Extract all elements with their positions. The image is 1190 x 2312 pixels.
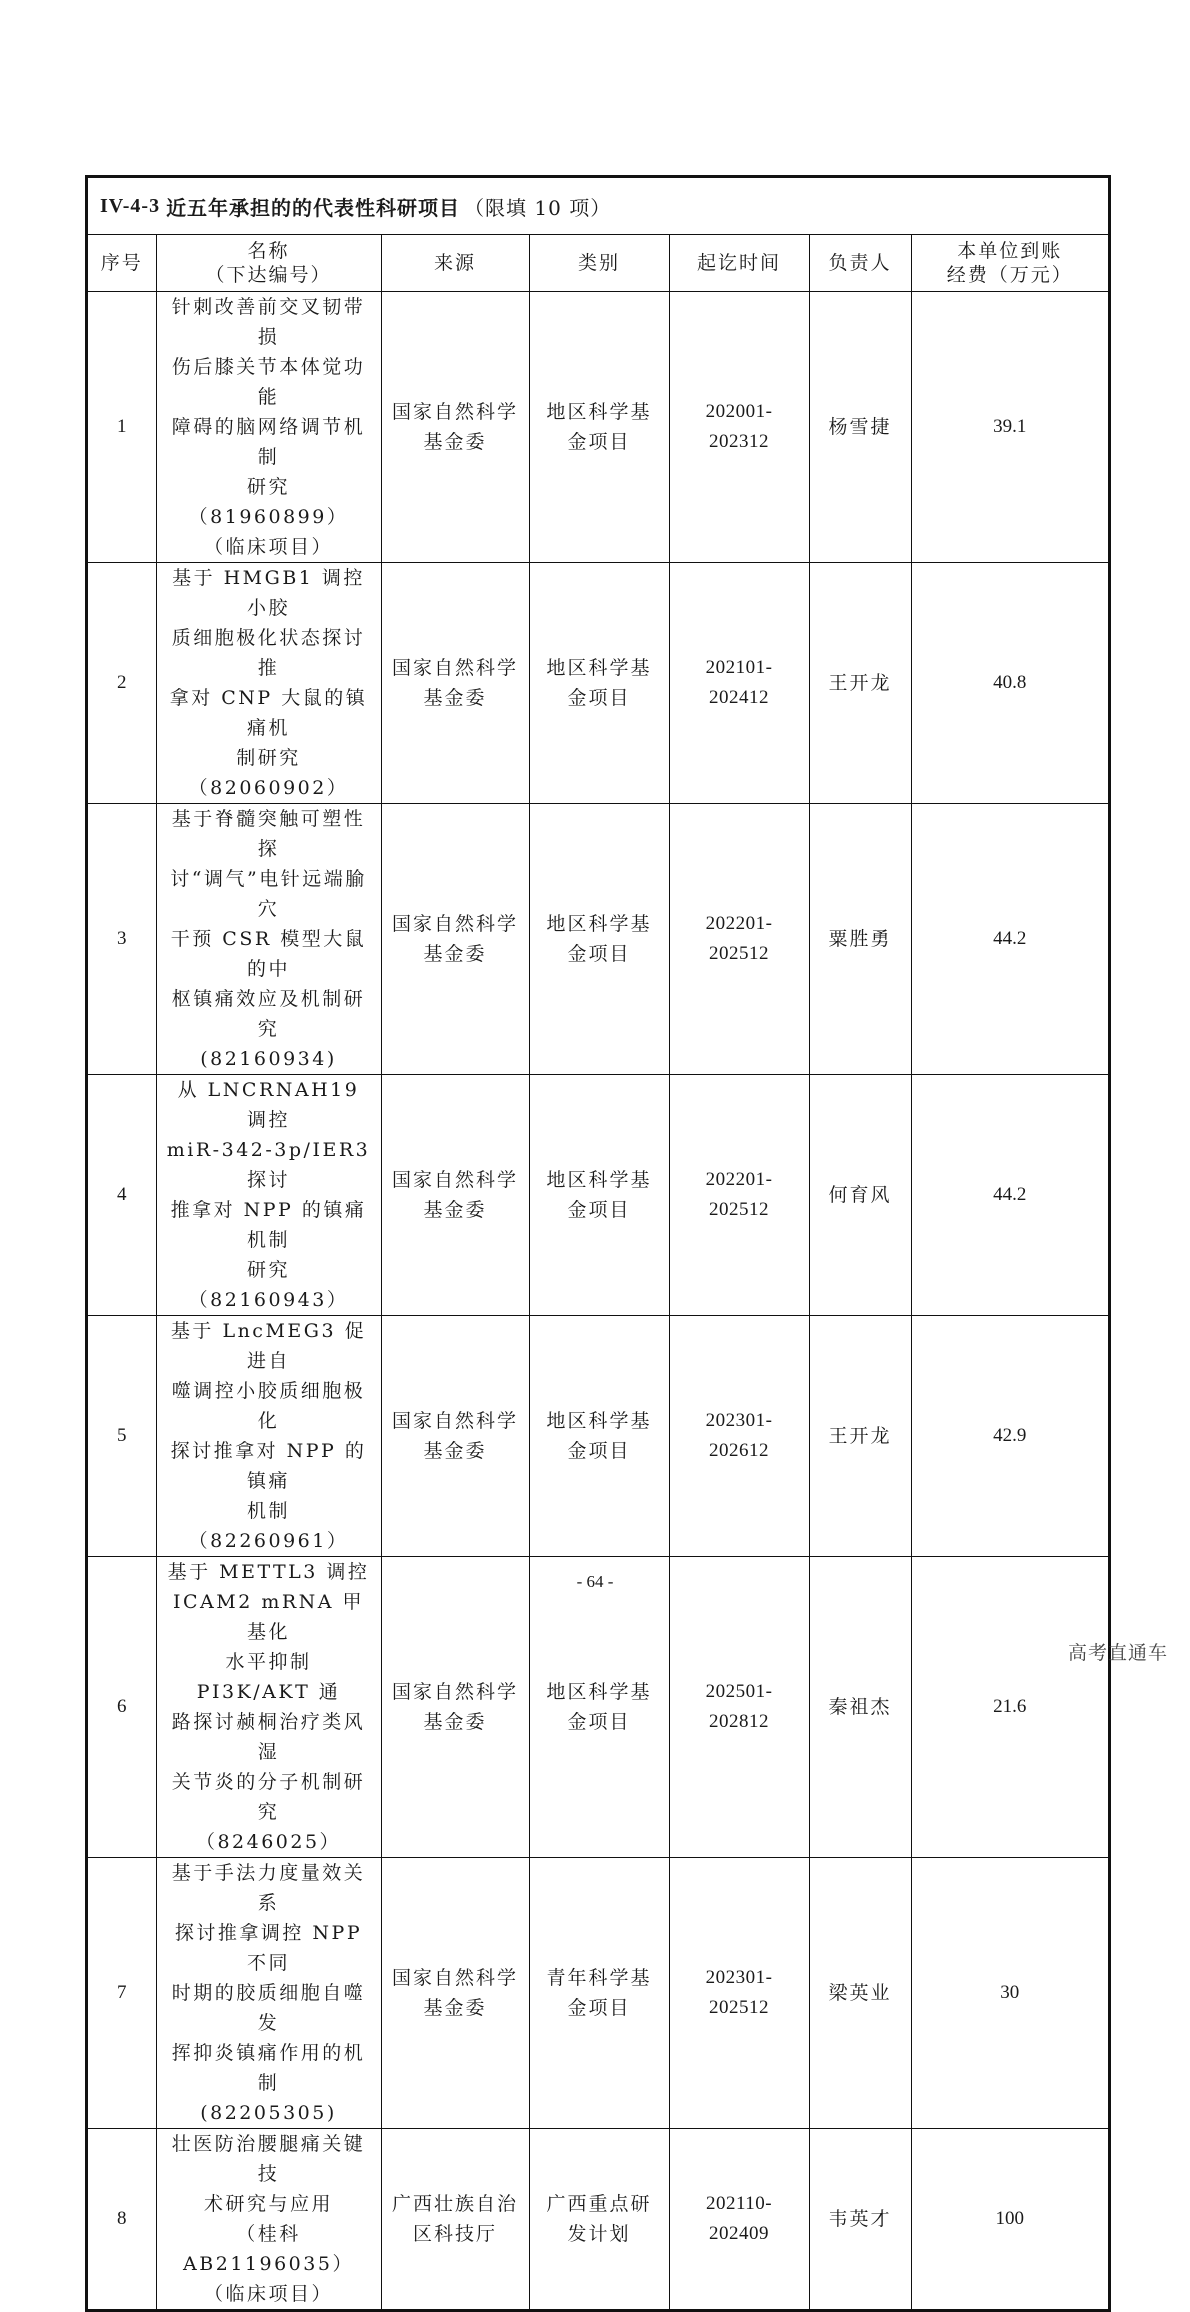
table-row	[88, 1858, 1108, 2129]
source-line: 基金委	[423, 943, 487, 965]
period-line: 202201-	[705, 1169, 773, 1190]
project-name-line: 讨“调气”电针远端腧穴	[170, 868, 367, 920]
cell-index: 2	[88, 563, 156, 804]
table-row	[88, 292, 1108, 563]
table-body	[88, 292, 1108, 2310]
table-row	[88, 804, 1108, 1075]
header-category: 类别	[529, 235, 669, 292]
project-name-line: 挥抑炎镇痛作用的机制	[171, 2042, 366, 2094]
project-name-line: 针刺改善前交叉韧带损	[171, 296, 366, 348]
header-row	[88, 235, 1108, 292]
cell-period	[669, 804, 809, 1075]
header-source: 来源	[381, 235, 529, 292]
cell-source	[381, 804, 529, 1075]
project-name-line: 研究	[246, 1259, 290, 1281]
cell-category	[529, 1557, 669, 1858]
category-line: 地区科学基	[546, 401, 652, 423]
project-name-line: 推拿对 NPP 的镇痛机制	[170, 1199, 367, 1251]
cell-project-name	[156, 292, 381, 563]
category-line: 地区科学基	[546, 657, 652, 679]
project-name-line: 伤后膝关节本体觉功能	[171, 356, 366, 408]
table-row	[88, 1557, 1108, 1858]
period-line: 202110-	[705, 2193, 773, 2214]
project-name-line: 基于 LncMEG3 促进自	[170, 1320, 367, 1372]
cell-funding: 44.2	[911, 1075, 1108, 1316]
cell-category	[529, 292, 669, 563]
table-caption-title: 近五年承担的的代表性科研项目	[166, 195, 461, 220]
cell-funding: 42.9	[911, 1316, 1108, 1557]
category-line: 地区科学基	[546, 1681, 652, 1703]
cell-leader: 何育风	[809, 1075, 911, 1316]
cell-period	[669, 563, 809, 804]
period-line: 202301-	[705, 1410, 773, 1431]
project-name-line: 壮医防治腰腿痛关键技	[171, 2133, 366, 2185]
category-line: 金项目	[567, 1440, 631, 1462]
project-name-line: （桂科 AB21196035）	[183, 2223, 354, 2275]
table-row	[88, 2129, 1108, 2310]
source-line: 国家自然科学	[391, 1169, 518, 1191]
cell-funding: 44.2	[911, 804, 1108, 1075]
cell-leader: 秦祖杰	[809, 1557, 911, 1858]
category-line: 地区科学基	[546, 913, 652, 935]
cell-source	[381, 1316, 529, 1557]
cell-project-name	[156, 804, 381, 1075]
cell-category	[529, 563, 669, 804]
projects-table-frame	[85, 175, 1111, 2312]
watermark: 高考直通车	[1067, 1642, 1168, 1664]
project-name-line: 噬调控小胶质细胞极化	[171, 1380, 366, 1432]
project-name-line: 研究	[246, 476, 290, 498]
cell-source	[381, 563, 529, 804]
page-number: - 64 -	[576, 1572, 614, 1591]
table-row	[88, 563, 1108, 804]
cell-leader: 粟胜勇	[809, 804, 911, 1075]
cell-funding: 40.8	[911, 563, 1108, 804]
cell-period	[669, 2129, 809, 2310]
cell-leader: 韦英才	[809, 2129, 911, 2310]
period-line: 202612	[709, 1440, 769, 1461]
source-line: 基金委	[423, 1997, 487, 2019]
cell-source	[381, 292, 529, 563]
cell-category	[529, 804, 669, 1075]
header-funding-line: 本单位到账	[957, 240, 1063, 262]
cell-source	[381, 1075, 529, 1316]
period-line: 202301-	[705, 1967, 773, 1988]
period-line: 202512	[709, 1997, 769, 2018]
cell-leader: 王开龙	[809, 1316, 911, 1557]
project-name-line: （82260961）	[188, 1530, 349, 1552]
source-line: 国家自然科学	[391, 1681, 518, 1703]
cell-source	[381, 2129, 529, 2310]
category-line: 金项目	[567, 431, 631, 453]
source-line: 基金委	[423, 1711, 487, 1733]
cell-leader: 王开龙	[809, 563, 911, 804]
project-name-line: （临床项目）	[203, 2283, 333, 2305]
cell-index: 6	[88, 1557, 156, 1858]
cell-source	[381, 1557, 529, 1858]
source-line: 区科技厅	[412, 2223, 497, 2245]
project-name-line: 基于脊髓突触可塑性探	[171, 808, 366, 860]
category-line: 地区科学基	[546, 1169, 652, 1191]
cell-leader: 杨雪捷	[809, 292, 911, 563]
project-name-line: 质细胞极化状态探讨推	[171, 627, 366, 679]
project-name-line: 水平抑制 PI3K/AKT 通	[196, 1651, 341, 1703]
cell-funding: 39.1	[911, 292, 1108, 563]
project-name-line: 制研究	[236, 747, 301, 769]
category-line: 地区科学基	[546, 1410, 652, 1432]
cell-index: 3	[88, 804, 156, 1075]
project-name-line: 拿对 CNP 大鼠的镇痛机	[169, 687, 368, 739]
category-line: 金项目	[567, 1199, 631, 1221]
table-row	[88, 1316, 1108, 1557]
period-line: 202512	[709, 943, 769, 964]
category-line: 金项目	[567, 1997, 631, 2019]
project-name-line: 基于 HMGB1 调控小胶	[172, 567, 365, 619]
table-caption-code: IV-4-3	[100, 194, 161, 217]
cell-category	[529, 1316, 669, 1557]
table-row	[88, 1075, 1108, 1316]
source-line: 广西壮族自治	[391, 2193, 518, 2215]
project-name-line: （82160943）	[188, 1289, 349, 1311]
cell-index: 1	[88, 292, 156, 563]
header-name-line: （下达编号）	[205, 264, 332, 286]
header-funding-line: 经费（万元）	[946, 264, 1073, 286]
project-name-line: （临床项目）	[203, 536, 333, 558]
cell-index: 4	[88, 1075, 156, 1316]
period-line: 202412	[709, 687, 769, 708]
project-name-line: 枢镇痛效应及机制研究	[171, 988, 366, 1040]
cell-project-name	[156, 1075, 381, 1316]
project-name-line: (82160934)	[200, 1048, 337, 1070]
source-line: 国家自然科学	[391, 913, 518, 935]
project-name-line: 关节炎的分子机制研究	[171, 1771, 366, 1823]
project-name-line: 障碍的脑网络调节机制	[171, 416, 366, 468]
category-line: 广西重点研	[546, 2193, 652, 2215]
project-name-line: 从 LNCRNAH19 调控	[177, 1079, 360, 1131]
table-caption	[88, 178, 1108, 235]
source-line: 基金委	[423, 431, 487, 453]
project-name-line: 路探讨赪桐治疗类风湿	[171, 1711, 366, 1763]
cell-period	[669, 1075, 809, 1316]
cell-funding: 100	[911, 2129, 1108, 2310]
period-line: 202312	[709, 431, 769, 452]
category-line: 青年科学基	[546, 1967, 652, 1989]
cell-project-name	[156, 2129, 381, 2310]
project-name-line: 基于 METTL3 调控	[167, 1561, 370, 1583]
period-line: 202512	[709, 1199, 769, 1220]
cell-project-name	[156, 1858, 381, 2129]
source-line: 国家自然科学	[391, 657, 518, 679]
cell-period	[669, 292, 809, 563]
cell-period	[669, 1316, 809, 1557]
project-name-line: （8246025）	[195, 1831, 342, 1853]
project-name-line: 时期的胶质细胞自噬发	[171, 1982, 366, 2034]
cell-project-name	[156, 1557, 381, 1858]
source-line: 基金委	[423, 1199, 487, 1221]
cell-period	[669, 1557, 809, 1858]
project-name-line: 探讨推拿调控 NPP 不同	[174, 1922, 363, 1974]
project-name-line: 机制	[246, 1500, 290, 1522]
cell-leader: 梁英业	[809, 1858, 911, 2129]
category-line: 金项目	[567, 1711, 631, 1733]
header-name-line: 名称	[247, 240, 290, 262]
source-line: 国家自然科学	[391, 401, 518, 423]
project-name-line: （82060902）	[188, 777, 349, 799]
period-line: 202812	[709, 1711, 769, 1732]
project-name-line: ICAM2 mRNA 甲基化	[172, 1591, 365, 1643]
cell-category	[529, 2129, 669, 2310]
cell-category	[529, 1858, 669, 2129]
period-line: 202201-	[705, 913, 773, 934]
cell-funding: 30	[911, 1858, 1108, 2129]
project-name-line: （81960899）	[188, 506, 349, 528]
header-name	[156, 235, 381, 292]
period-line: 202001-	[705, 401, 773, 422]
cell-index: 8	[88, 2129, 156, 2310]
cell-index: 5	[88, 1316, 156, 1557]
project-name-line: miR-342-3p/IER3 探讨	[166, 1139, 371, 1191]
project-name-line: (82205305)	[200, 2102, 337, 2124]
cell-source	[381, 1858, 529, 2129]
category-line: 发计划	[567, 2223, 631, 2245]
header-funding	[911, 235, 1108, 292]
cell-project-name	[156, 1316, 381, 1557]
cell-period	[669, 1858, 809, 2129]
period-line: 202409	[709, 2223, 769, 2244]
project-name-line: 术研究与应用	[203, 2193, 333, 2215]
cell-project-name	[156, 563, 381, 804]
cell-category	[529, 1075, 669, 1316]
projects-table	[88, 235, 1108, 2309]
category-line: 金项目	[567, 687, 631, 709]
source-line: 基金委	[423, 1440, 487, 1462]
header-period: 起讫时间	[669, 235, 809, 292]
header-leader: 负责人	[809, 235, 911, 292]
source-line: 国家自然科学	[391, 1967, 518, 1989]
source-line: 国家自然科学	[391, 1410, 518, 1432]
cell-funding: 21.6	[911, 1557, 1108, 1858]
period-line: 202101-	[705, 657, 773, 678]
table-caption-note: （限填 10 项）	[464, 195, 612, 220]
category-line: 金项目	[567, 943, 631, 965]
project-name-line: 探讨推拿对 NPP 的镇痛	[170, 1440, 367, 1492]
period-line: 202501-	[705, 1681, 773, 1702]
source-line: 基金委	[423, 687, 487, 709]
cell-index: 7	[88, 1858, 156, 2129]
project-name-line: 干预 CSR 模型大鼠的中	[170, 928, 367, 980]
project-name-line: 基于手法力度量效关系	[171, 1862, 366, 1914]
header-index: 序号	[88, 235, 156, 292]
